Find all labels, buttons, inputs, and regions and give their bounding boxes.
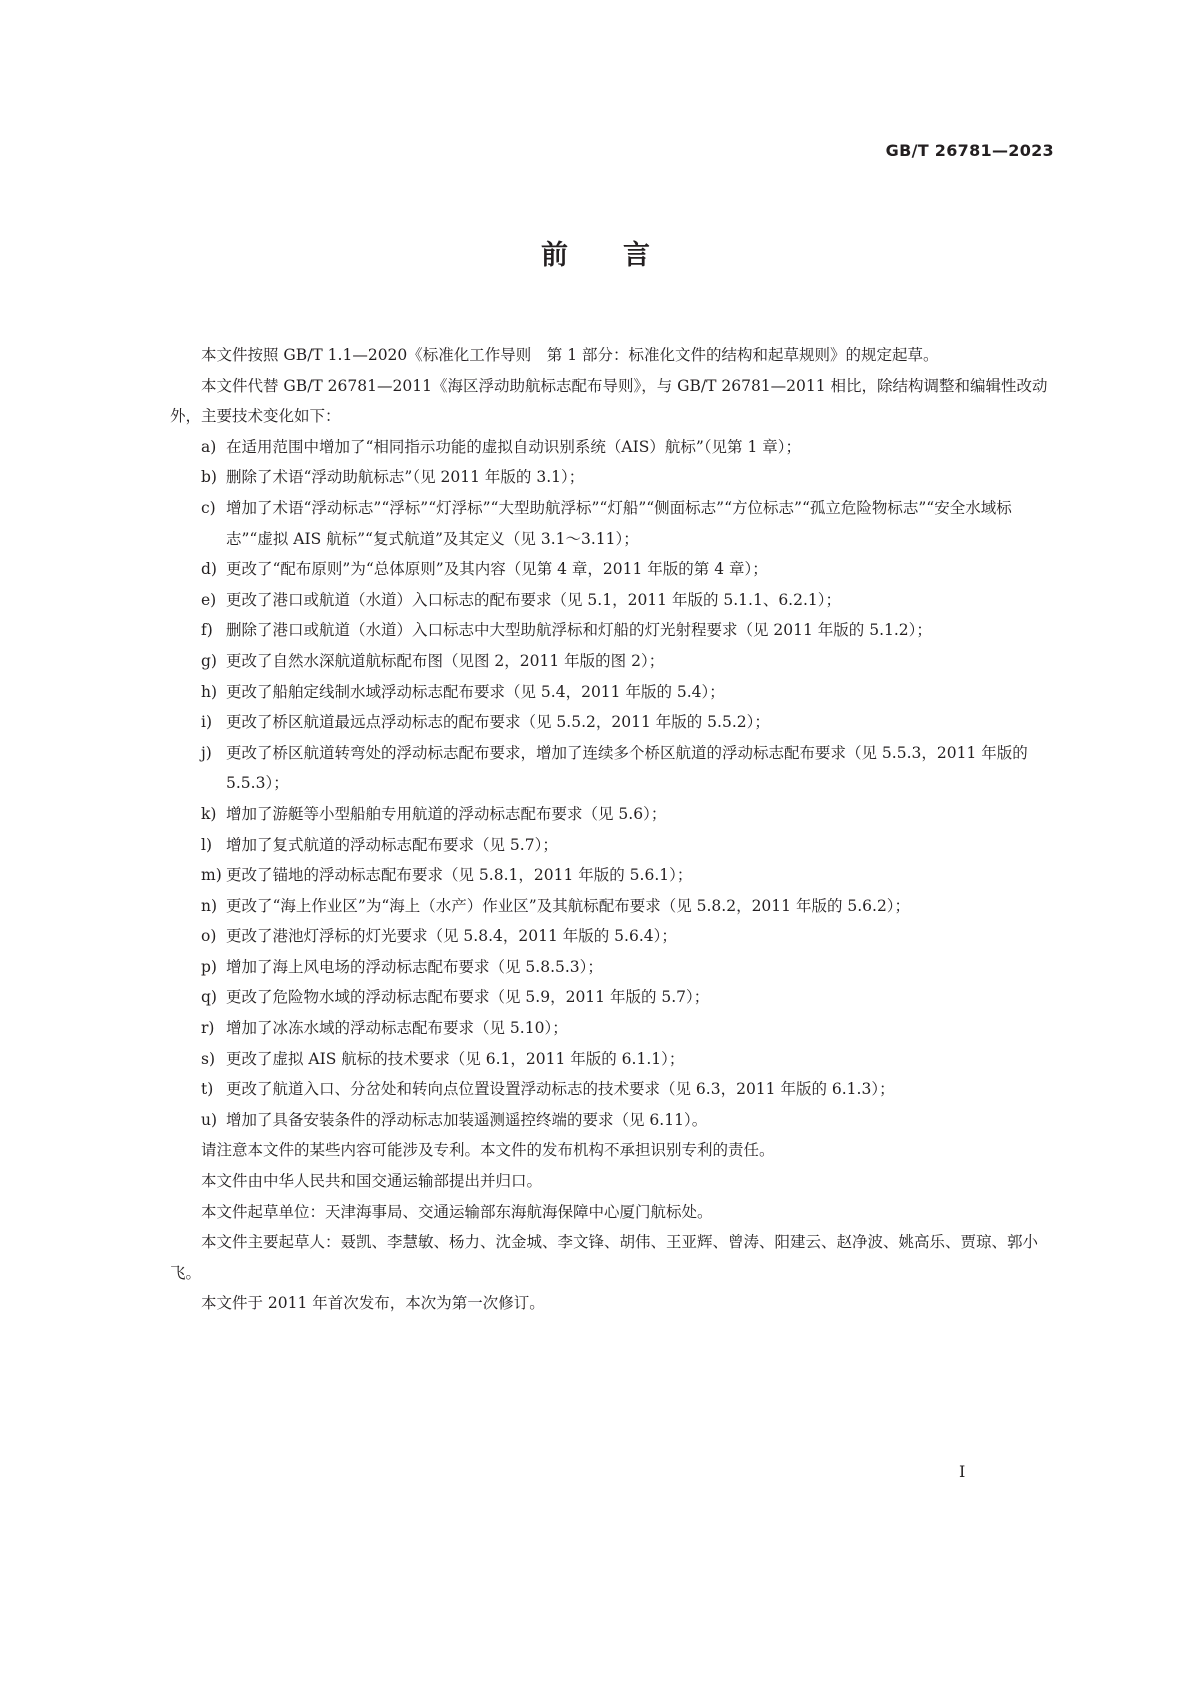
paragraph-proposer: 本文件由中华人民共和国交通运输部提出并归口。 (201, 1172, 543, 1191)
list-item-text: 更改了虚拟 AIS 航标的技术要求（见 6.1，2011 年版的 6.1.1）； (226, 1049, 685, 1068)
list-item-text: 增加了游艇等小型船舶专用航道的浮动标志配布要求（见 5.6）； (226, 804, 667, 823)
standard-code: GB/T 26781—2023 (885, 141, 1054, 160)
list-item-mark: e) (201, 590, 217, 609)
list-item (170, 432, 1055, 463)
list-item (170, 982, 1055, 1013)
list-item-mark: i) (201, 713, 213, 732)
list-item (170, 1044, 1055, 1075)
list-item-text: 在适用范围中增加了“相同指示功能的虚拟自动识别系统（AIS）航标”（见第 1 章）； (226, 437, 802, 456)
list-item-mark: l) (201, 835, 213, 854)
list-item-mark: h) (201, 682, 218, 701)
list-item-mark: n) (201, 896, 218, 915)
list-item-text: 更改了航道入口、分岔处和转向点位置设置浮动标志的技术要求（见 6.3，2011 年版的 6.1.3）； (226, 1080, 895, 1099)
foreword-body (170, 340, 1055, 1319)
list-item-text: 更改了船舶定线制水域浮动标志配布要求（见 5.4，2011 年版的 5.4）； (226, 682, 725, 701)
list-item (170, 707, 1055, 738)
list-item-mark: f) (201, 621, 213, 640)
list-item-text: 更改了桥区航道转弯处的浮动标志配布要求，增加了连续多个桥区航道的浮动标志配布要求（见 5.5.3，2011 年版的 5.5.3）； (226, 743, 1028, 793)
list-item-mark: m) (201, 866, 222, 885)
list-item-text: 更改了桥区航道最远点浮动标志的配布要求（见 5.5.2，2011 年版的 5.5.2）； (226, 713, 770, 732)
list-item-text: 更改了危险物水域的浮动标志配布要求（见 5.9，2011 年版的 5.7）； (226, 988, 710, 1007)
list-item (170, 462, 1055, 493)
paragraph-drafting-rules: 本文件按照 GB/T 1.1—2020《标准化工作导则 第 1 部分：标准化文件的结构和起草规则》的规定起草。 (201, 346, 939, 364)
list-item-text: 增加了复式航道的浮动标志配布要求（见 5.7）； (226, 835, 558, 854)
list-item-mark: j) (201, 743, 212, 762)
list-item (170, 1105, 1055, 1136)
list-item-text: 增加了术语“浮动标志”“浮标”“灯浮标”“大型助航浮标”“灯船”“侧面标志”“方位标志”“孤立危险物标志”“安全水域标志”“虚拟 AIS 航标”“复式航道”及其定义（见 3.1～3.11）； (226, 498, 1012, 548)
list-item-mark: a) (201, 437, 217, 456)
list-item-text: 增加了具备安装条件的浮动标志加装遥测遥控终端的要求（见 6.11）。 (226, 1110, 708, 1129)
list-item (170, 585, 1055, 616)
list-item (170, 615, 1055, 646)
list-item-mark: d) (201, 560, 217, 579)
list-item (170, 891, 1055, 922)
list-item-text: 更改了“配布原则”为“总体原则”及其内容（见第 4 章，2011 年版的第 4 章）； (226, 560, 768, 579)
changes-list (170, 432, 1055, 1136)
list-item (170, 493, 1055, 554)
paragraph-drafting-units: 本文件起草单位：天津海事局、交通运输部东海航海保障中心厦门航标处。 (201, 1202, 713, 1221)
list-item (170, 830, 1055, 861)
list-item-mark: g) (201, 651, 217, 670)
list-item (170, 799, 1055, 830)
list-item-text: 更改了港池灯浮标的灯光要求（见 5.8.4，2011 年版的 5.6.4）； (226, 927, 677, 946)
list-item-text: 更改了锚地的浮动标志配布要求（见 5.8.1，2011 年版的 5.6.1）； (226, 866, 693, 885)
list-item-text: 删除了港口或航道（水道）入口标志中大型助航浮标和灯船的灯光射程要求（见 2011 年版的 5.1.2）； (226, 621, 932, 640)
list-item (170, 1074, 1055, 1105)
list-item (170, 921, 1055, 952)
list-item-mark: b) (201, 468, 217, 487)
list-item-mark: q) (201, 988, 217, 1007)
list-item-text: 删除了术语“浮动助航标志”（见 2011 年版的 3.1）； (226, 468, 585, 487)
list-item-text: 增加了冰冻水域的浮动标志配布要求（见 5.10）； (226, 1019, 568, 1038)
list-item-mark: r) (201, 1019, 215, 1038)
list-item-mark: p) (201, 957, 217, 976)
paragraph-patent-notice: 请注意本文件的某些内容可能涉及专利。本文件的发布机构不承担识别专利的责任。 (201, 1141, 775, 1160)
list-item-text: 更改了“海上作业区”为“海上（水产）作业区”及其航标配布要求（见 5.8.2，2011 年版的 5.6.2）； (226, 896, 911, 915)
list-item (170, 1013, 1055, 1044)
list-item (170, 738, 1055, 799)
list-item-mark: t) (201, 1080, 214, 1099)
list-item (170, 554, 1055, 585)
list-item-text: 更改了港口或航道（水道）入口标志的配布要求（见 5.1，2011 年版的 5.1.1、6.2.1）； (226, 590, 842, 609)
page-title: 前言 (541, 240, 705, 271)
list-item-mark: s) (201, 1049, 216, 1068)
list-item-mark: o) (201, 927, 217, 946)
paragraph-drafters: 本文件主要起草人：聂凯、李慧敏、杨力、沈金城、李文锋、胡伟、王亚辉、曾涛、阳建云、赵净波、姚高乐、贾琼、郭小飞。 (170, 1233, 1039, 1282)
list-item (170, 646, 1055, 677)
list-item-mark: k) (201, 804, 217, 823)
paragraph-history: 本文件于 2011 年首次发布，本次为第一次修订。 (201, 1294, 545, 1313)
list-item-text: 更改了自然水深航道航标配布图（见图 2，2011 年版的图 2）； (226, 651, 665, 670)
list-item-mark: u) (201, 1110, 218, 1129)
list-item-text: 增加了海上风电场的浮动标志配布要求（见 5.8.5.3）； (226, 957, 603, 976)
list-item (170, 952, 1055, 983)
list-item (170, 677, 1055, 708)
list-item (170, 860, 1055, 891)
paragraph-replaces: 本文件代替 GB/T 26781—2011《海区浮动助航标志配布导则》，与 GB/T 26781—2011 相比，除结构调整和编辑性改动外，主要技术变化如下： (170, 376, 1048, 426)
page-number: I (959, 1462, 966, 1481)
list-item-mark: c) (201, 498, 216, 517)
